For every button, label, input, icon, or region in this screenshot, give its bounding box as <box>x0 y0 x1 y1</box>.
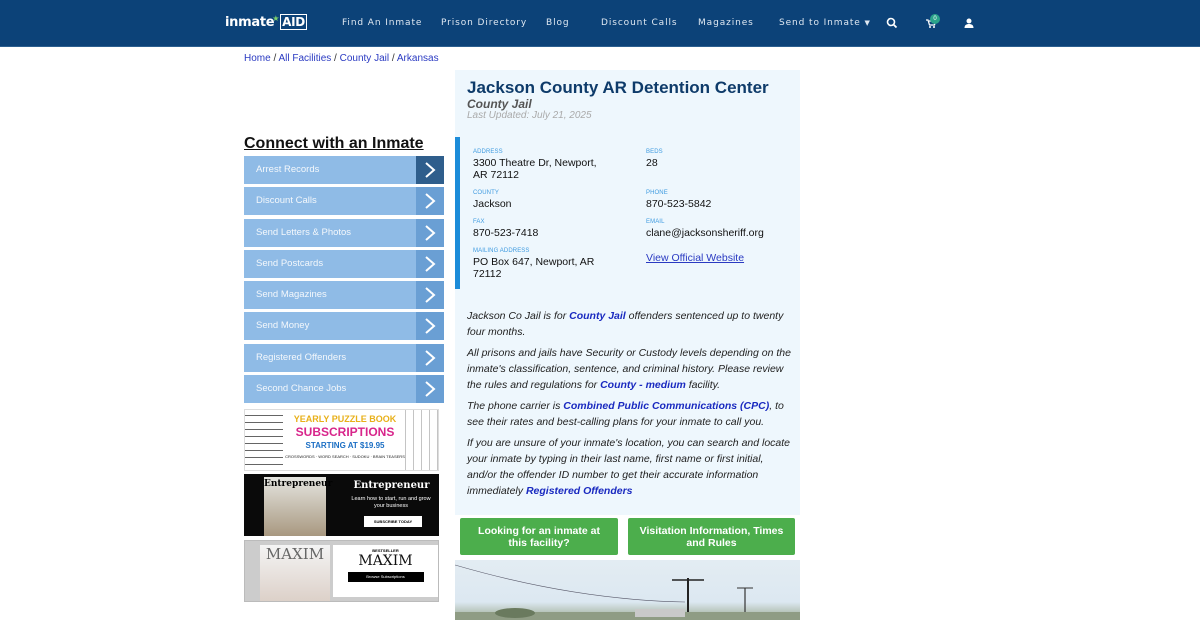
sidebar-item-label: Send Letters & Photos <box>256 226 352 238</box>
field-label: COUNTY <box>473 190 499 196</box>
ad-maxim-panel <box>333 545 438 597</box>
para-phone-carrier <box>467 398 793 430</box>
facility-title: Jackson County AR Detention Center <box>467 78 769 97</box>
sidebar-item-send-letters[interactable] <box>244 219 444 247</box>
magazine-cover <box>264 477 333 536</box>
chevron-right-icon <box>416 344 444 372</box>
text: If you are unsure of your inmate's location, you can search and locate your inmate by typing in their last name, first name or first initial, and/or the offender ID number to get their accurate information immediately <box>467 437 791 497</box>
chevron-right-icon <box>416 187 444 215</box>
breadcrumb-all-facilities[interactable]: All Facilities <box>278 53 332 64</box>
field-value: Jackson <box>473 198 512 210</box>
caret-down-icon: ▼ <box>864 19 871 27</box>
sidebar-menu <box>244 156 444 406</box>
field-value: 28 <box>646 157 658 169</box>
sudoku-graphic <box>405 410 439 471</box>
cover-brand: Entrepreneur <box>264 479 333 489</box>
field-value: 3300 Theatre Dr, Newport, AR 72112 <box>473 157 597 181</box>
field-label: BEDS <box>646 149 663 155</box>
nav-send-to-inmate[interactable] <box>779 18 871 28</box>
logo[interactable] <box>225 15 307 30</box>
chevron-right-icon <box>416 250 444 278</box>
breadcrumb-county-jail[interactable]: County Jail <box>339 53 390 64</box>
sidebar-item-arrest-records[interactable] <box>244 156 444 184</box>
breadcrumb: Home / All Facilities / County Jail / Arkansas <box>244 53 439 64</box>
user-icon[interactable] <box>962 16 976 30</box>
crossword-graphic <box>245 410 283 471</box>
nav-magazines[interactable]: Magazines <box>698 18 754 28</box>
breadcrumb-arkansas[interactable]: Arkansas <box>396 53 439 64</box>
facility-photo-graphic <box>455 560 800 620</box>
field-label: ADDRESS <box>473 149 503 155</box>
nav-find-inmate[interactable]: Find An Inmate <box>342 18 423 28</box>
registered-offenders-link[interactable]: Registered Offenders <box>525 485 633 497</box>
subscribe-button[interactable]: SUBSCRIBE TODAY <box>364 516 422 527</box>
sidebar-item-label: Send Postcards <box>256 257 324 269</box>
magazine-cover <box>260 545 330 602</box>
sidebar-item-send-postcards[interactable] <box>244 250 444 278</box>
chevron-right-icon <box>416 312 444 340</box>
website-field <box>646 248 744 266</box>
chevron-right-icon <box>416 375 444 403</box>
chevron-right-icon <box>416 219 444 247</box>
sidebar-item-label: Second Chance Jobs <box>256 383 347 395</box>
nav-blog[interactable]: Blog <box>546 18 570 28</box>
phone-field <box>646 190 711 210</box>
nav-prison-directory[interactable]: Prison Directory <box>441 18 528 28</box>
sidebar-item-second-chance-jobs[interactable] <box>244 375 444 403</box>
sidebar-item-label: Send Magazines <box>256 289 327 301</box>
search-icon[interactable] <box>885 16 899 30</box>
facility-photo <box>455 560 800 620</box>
ad-brand: Entrepreneur <box>353 480 430 491</box>
browse-button[interactable]: Browse Subscriptions <box>348 572 424 582</box>
nav-discount-calls[interactable]: Discount Calls <box>601 18 678 28</box>
security-level-link[interactable]: County - medium <box>600 379 686 391</box>
last-updated: Last Updated: July 21, 2025 <box>467 110 592 121</box>
official-website-link[interactable]: View Official Website <box>646 252 745 264</box>
sidebar-item-label: Registered Offenders <box>256 351 347 363</box>
sidebar-item-label: Send Money <box>256 320 310 332</box>
chevron-right-icon <box>416 156 444 184</box>
chevron-right-icon <box>416 281 444 309</box>
sidebar-item-label: Arrest Records <box>256 164 320 175</box>
connect-title: Connect with an Inmate <box>244 135 424 152</box>
county-field <box>473 190 512 210</box>
find-inmate-button[interactable]: Looking for an inmate at this facility? <box>460 518 618 555</box>
ad-tagline: Learn how to start, run and grow your business <box>351 496 431 509</box>
sidebar-item-label: Discount Calls <box>256 195 317 207</box>
ad-puzzle-book[interactable] <box>244 409 439 471</box>
ad-badge: BESTSELLER <box>372 548 399 553</box>
cart-count-badge: 0 <box>930 14 940 24</box>
field-value: clane@jacksonsheriff.org <box>646 227 764 239</box>
ad-maxim[interactable] <box>244 540 439 602</box>
sidebar-item-send-money[interactable] <box>244 312 444 340</box>
ad-puzzle-line3: STARTING AT $19.95 <box>305 441 385 450</box>
sidebar-item-send-magazines[interactable] <box>244 281 444 309</box>
logo-text: inmate <box>225 15 275 30</box>
field-value: PO Box 647, Newport, AR 72112 <box>473 256 595 280</box>
navbar <box>0 0 1200 47</box>
field-label: EMAIL <box>646 219 665 225</box>
para-locate-inmate <box>467 435 793 499</box>
field-label: PHONE <box>646 190 668 196</box>
ad-puzzle-line2: SUBSCRIPTIONS <box>295 425 395 439</box>
visitation-info-button[interactable]: Visitation Information, Times and Rules <box>628 518 795 555</box>
breadcrumb-home[interactable]: Home <box>244 53 271 64</box>
phone-carrier-link[interactable]: Combined Public Communications (CPC) <box>563 400 770 412</box>
text: Jackson Co Jail is for <box>467 310 570 322</box>
ad-puzzle-line1: YEARLY PUZZLE BOOK <box>293 414 397 424</box>
sidebar-item-discount-calls[interactable] <box>244 187 444 215</box>
text: , to see their rates and best-calling plans for your inmate to call you. <box>467 400 784 428</box>
text: The phone carrier is <box>467 400 564 412</box>
ad-entrepreneur[interactable] <box>244 474 439 536</box>
field-label: FAX <box>473 219 485 225</box>
text: All prisons and jails have Security or Custody levels depending on the inmate's classification, sentence, and criminal history. Please review the rules and regulations for <box>467 347 791 391</box>
beds-field <box>646 149 663 169</box>
field-value: 870-523-5842 <box>646 198 712 210</box>
ad-brand: MAXIM <box>358 553 413 569</box>
ad-puzzle-line4: CROSSWORDS · WORD SEARCH · SUDOKU · BRAIN TEASERS <box>285 454 405 459</box>
cover-brand: MAXIM <box>265 545 325 563</box>
para-jail-type <box>467 308 793 340</box>
facility-type: County Jail <box>467 97 532 111</box>
nav-send-label: Send to Inmate <box>779 18 861 28</box>
para-security <box>467 345 793 393</box>
email-field <box>646 219 764 239</box>
address-field <box>473 149 603 181</box>
text: offenders sentenced up to twenty four months. <box>467 310 784 338</box>
sidebar-item-registered-offenders[interactable] <box>244 344 444 372</box>
fax-field <box>473 219 538 239</box>
mailing-address-field <box>473 248 603 280</box>
star-icon: ★ <box>272 14 280 23</box>
county-jail-link[interactable]: County Jail <box>569 310 626 322</box>
text: facility. <box>685 379 721 391</box>
logo-aid: AID <box>282 15 305 29</box>
field-label: MAILING ADDRESS <box>473 248 530 254</box>
field-value: 870-523-7418 <box>473 227 539 239</box>
